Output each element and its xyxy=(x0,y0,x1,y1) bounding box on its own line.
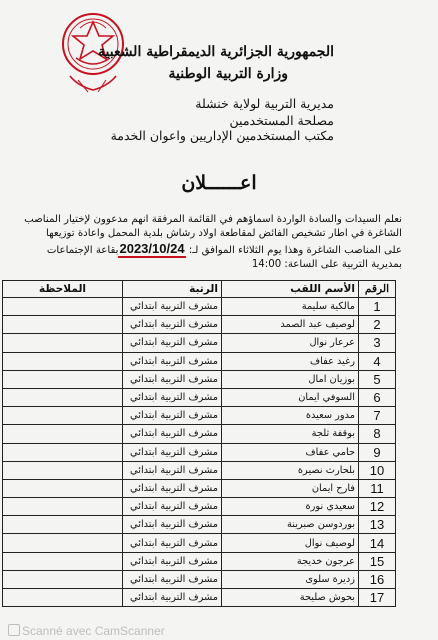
header-name: الأسم اللقب xyxy=(222,281,359,298)
row-rank: مشرف التربية ابتدائي xyxy=(123,570,222,588)
table-row xyxy=(3,388,396,406)
row-name: السوفي ايمان xyxy=(222,388,359,406)
row-name: مالكية سليمة xyxy=(222,298,359,316)
body-line-4: بمديرية التربية على الساعة: 14:00 xyxy=(251,259,402,270)
row-rank: مشرف التربية ابتدائي xyxy=(123,461,222,479)
table-row xyxy=(3,552,396,570)
row-rank: مشرف التربية ابتدائي xyxy=(123,334,222,352)
row-rank: مشرف التربية ابتدائي xyxy=(123,534,222,552)
row-note xyxy=(3,370,123,388)
row-name: سعيدي نورة xyxy=(222,498,359,516)
row-name: بلحارث نصيرة xyxy=(222,461,359,479)
row-note xyxy=(3,498,123,516)
row-number: 4 xyxy=(359,352,396,370)
table-row xyxy=(3,516,396,534)
row-name: عرعار نوال xyxy=(222,334,359,352)
row-number: 13 xyxy=(359,516,396,534)
table-row xyxy=(3,370,396,388)
table-row xyxy=(3,316,396,334)
service-name: مصلحة المستخدمين xyxy=(229,113,334,128)
row-rank: مشرف التربية ابتدائي xyxy=(123,443,222,461)
row-rank: مشرف التربية ابتدائي xyxy=(123,552,222,570)
table-row xyxy=(3,589,396,607)
row-rank: مشرف التربية ابتدائي xyxy=(123,407,222,425)
row-note xyxy=(3,570,123,588)
header-note: الملاحظة xyxy=(3,281,123,298)
table-row xyxy=(3,479,396,497)
row-name: بحوش صليحة xyxy=(222,589,359,607)
watermark-text: Scanné avec CamScanner xyxy=(22,624,165,638)
row-rank: مشرف التربية ابتدائي xyxy=(123,479,222,497)
row-number: 2 xyxy=(359,316,396,334)
row-note xyxy=(3,479,123,497)
table-row xyxy=(3,425,396,443)
row-note xyxy=(3,589,123,607)
row-note xyxy=(3,552,123,570)
body-line-3-venue: بقاعة الإجتماعات xyxy=(46,245,119,256)
row-number: 15 xyxy=(359,552,396,570)
row-note xyxy=(3,425,123,443)
row-rank: مشرف التربية ابتدائي xyxy=(123,498,222,516)
table-header-row xyxy=(3,281,396,298)
row-note xyxy=(3,316,123,334)
row-note xyxy=(3,461,123,479)
office-name: مكتب المستخدمين الإداريين واعوان الخدمة xyxy=(110,128,334,143)
row-rank: مشرف التربية ابتدائي xyxy=(123,316,222,334)
table-row xyxy=(3,570,396,588)
announcement-title: اعــــــلان xyxy=(181,172,257,194)
row-note xyxy=(3,443,123,461)
body-line-3 xyxy=(10,241,402,258)
table-row xyxy=(3,498,396,516)
camscanner-logo-icon xyxy=(8,624,20,636)
row-number: 12 xyxy=(359,498,396,516)
row-name: لوصيف عبد الصمد xyxy=(222,316,359,334)
row-number: 8 xyxy=(359,425,396,443)
directorate-name: مديرية التربية لولاية خنشلة xyxy=(195,96,334,111)
row-note xyxy=(3,334,123,352)
row-number: 1 xyxy=(359,298,396,316)
row-name: بوقفة ثلجة xyxy=(222,425,359,443)
table-row xyxy=(3,461,396,479)
row-note xyxy=(3,407,123,425)
table-row xyxy=(3,534,396,552)
row-name: مدور سعيدة xyxy=(222,407,359,425)
row-rank: مشرف التربية ابتدائي xyxy=(123,352,222,370)
row-rank: مشرف التربية ابتدائي xyxy=(123,388,222,406)
staff-table xyxy=(2,280,396,607)
row-rank: مشرف التربية ابتدائي xyxy=(123,298,222,316)
row-number: 6 xyxy=(359,388,396,406)
row-note xyxy=(3,388,123,406)
row-number: 9 xyxy=(359,443,396,461)
header-number: الرقم xyxy=(359,281,396,298)
row-name: عرجون خديجة xyxy=(222,552,359,570)
row-name: رغيد عفاف xyxy=(222,352,359,370)
row-rank: مشرف التربية ابتدائي xyxy=(123,370,222,388)
meeting-date: 2023/10/24 xyxy=(119,241,185,256)
row-note xyxy=(3,516,123,534)
row-name: بوزيان امال xyxy=(222,370,359,388)
row-number: 3 xyxy=(359,334,396,352)
row-rank: مشرف التربية ابتدائي xyxy=(123,589,222,607)
row-number: 7 xyxy=(359,407,396,425)
row-rank: مشرف التربية ابتدائي xyxy=(123,425,222,443)
row-name: زديرة سلوى xyxy=(222,570,359,588)
table-row xyxy=(3,298,396,316)
row-number: 11 xyxy=(359,479,396,497)
row-name: بوردوسن صبرينة xyxy=(222,516,359,534)
row-number: 16 xyxy=(359,570,396,588)
ministry-title: وزارة التربية الوطنية xyxy=(168,66,288,82)
row-number: 10 xyxy=(359,461,396,479)
row-number: 17 xyxy=(359,589,396,607)
table-row xyxy=(3,334,396,352)
row-number: 14 xyxy=(359,534,396,552)
body-line-2: الشاغرة في اطار تشخيص الفائض لمقاطعة اولاد رشاش بلدية المحمل واعادة توزيعها xyxy=(46,228,402,239)
body-line-3-intro: على المناصب الشاغرة وهذا يوم الثلاثاء الموافق لـ: xyxy=(188,245,402,256)
row-name: حامي عفاف xyxy=(222,443,359,461)
table-row xyxy=(3,443,396,461)
republic-title: الجمهورية الجزائرية الديمقراطية الشعبية xyxy=(97,44,334,60)
body-line-1: نعلم السيدات والسادة الواردة اسماؤهم في القائمة المرفقة انهم مدعوون لإختيار المناصب xyxy=(24,214,402,225)
row-number: 5 xyxy=(359,370,396,388)
row-note xyxy=(3,298,123,316)
row-name: لوصيف نوال xyxy=(222,534,359,552)
table-row xyxy=(3,352,396,370)
header-rank: الرتبة xyxy=(123,281,222,298)
row-name: فارح ايمان xyxy=(222,479,359,497)
table-row xyxy=(3,407,396,425)
camscanner-watermark xyxy=(8,624,165,638)
row-note xyxy=(3,352,123,370)
row-rank: مشرف التربية ابتدائي xyxy=(123,516,222,534)
row-note xyxy=(3,534,123,552)
